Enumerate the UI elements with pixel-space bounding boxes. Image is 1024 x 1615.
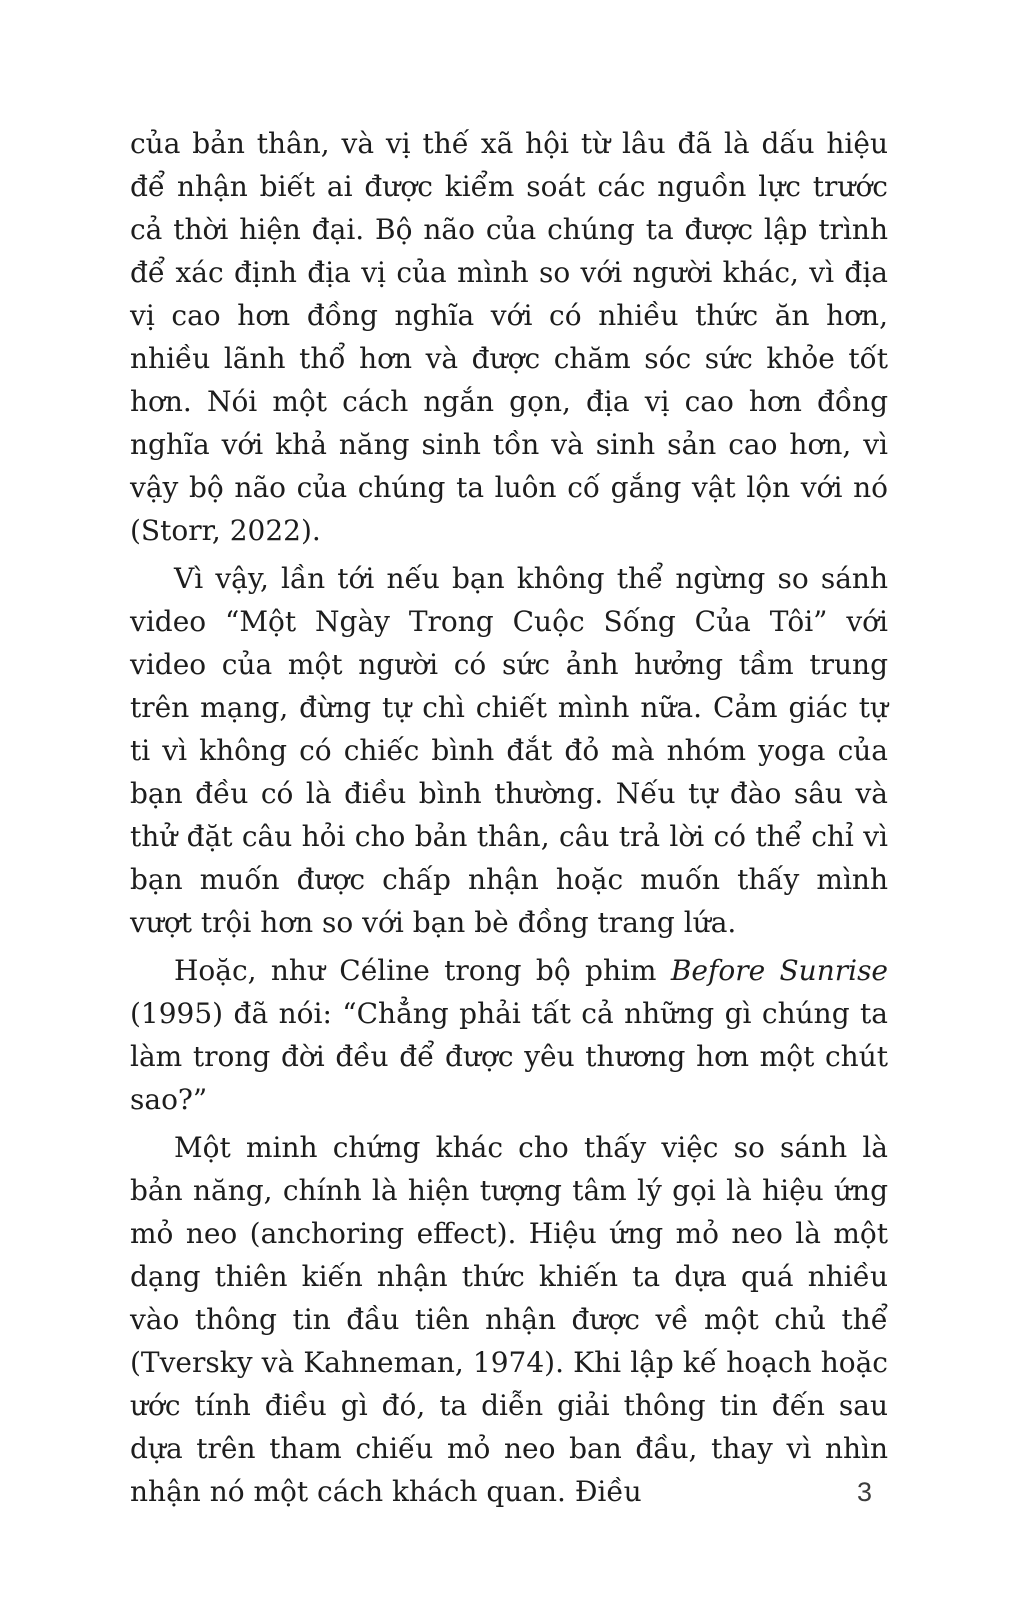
italic-text-segment: Before Sunrise xyxy=(670,954,889,987)
paragraph xyxy=(130,122,888,552)
text-segment: của bản thân, và vị thế xã hội từ lâu đã là dấu hiệu để nhận biết ai được kiểm soát các nguồn lực trước cả thời hiện đại. Bộ não của chúng ta được lập trình để xác định địa vị của mình so với người khác, vì địa vị cao hơn đồng nghĩa với có nhiều thức ăn hơn, nhiều lãnh thổ hơn và được chăm sóc sức khỏe tốt hơn. Nói một cách ngắn gọn, địa vị cao hơn đồng nghĩa với khả năng sinh tồn và sinh sản cao hơn, vì vậy bộ não của chúng ta luôn cố gắng vật lộn với nó (Storr, 2022). xyxy=(130,127,888,547)
paragraph xyxy=(130,557,888,944)
text-segment: Một minh chứng khác cho thấy việc so sánh là bản năng, chính là hiện tượng tâm lý gọi là hiệu ứng mỏ neo (anchoring effect). Hiệu ứng mỏ neo là một dạng thiên kiến nhận thức khiến ta dựa quá nhiều vào thông tin đầu tiên nhận được về một chủ thể (Tversky và Kahneman, 1974). Khi lập kế hoạch hoặc ước tính điều gì đó, ta diễn giải thông tin đến sau dựa trên tham chiếu mỏ neo ban đầu, thay vì nhìn nhận nó một cách khách quan. Điều xyxy=(130,1131,888,1508)
page-number: 3 xyxy=(856,1477,872,1507)
body-text xyxy=(130,122,888,1518)
text-segment: (1995) đã nói: “Chẳng phải tất cả những gì chúng ta làm trong đời đều để được yêu thương hơn một chút sao?” xyxy=(130,997,888,1116)
text-segment: Vì vậy, lần tới nếu bạn không thể ngừng so sánh video “Một Ngày Trong Cuộc Sống Của Tôi” với video của một người có sức ảnh hưởng tầm trung trên mạng, đừng tự chì chiết mình nữa. Cảm giác tự ti vì không có chiếc bình đắt đỏ mà nhóm yoga của bạn đều có là điều bình thường. Nếu tự đào sâu và thử đặt câu hỏi cho bản thân, câu trả lời có thể chỉ vì bạn muốn được chấp nhận hoặc muốn thấy mình vượt trội hơn so với bạn bè đồng trang lứa. xyxy=(130,562,888,939)
text-segment: Hoặc, như Céline trong bộ phim xyxy=(174,954,671,987)
paragraph xyxy=(130,1126,888,1513)
paragraph xyxy=(130,949,888,1121)
